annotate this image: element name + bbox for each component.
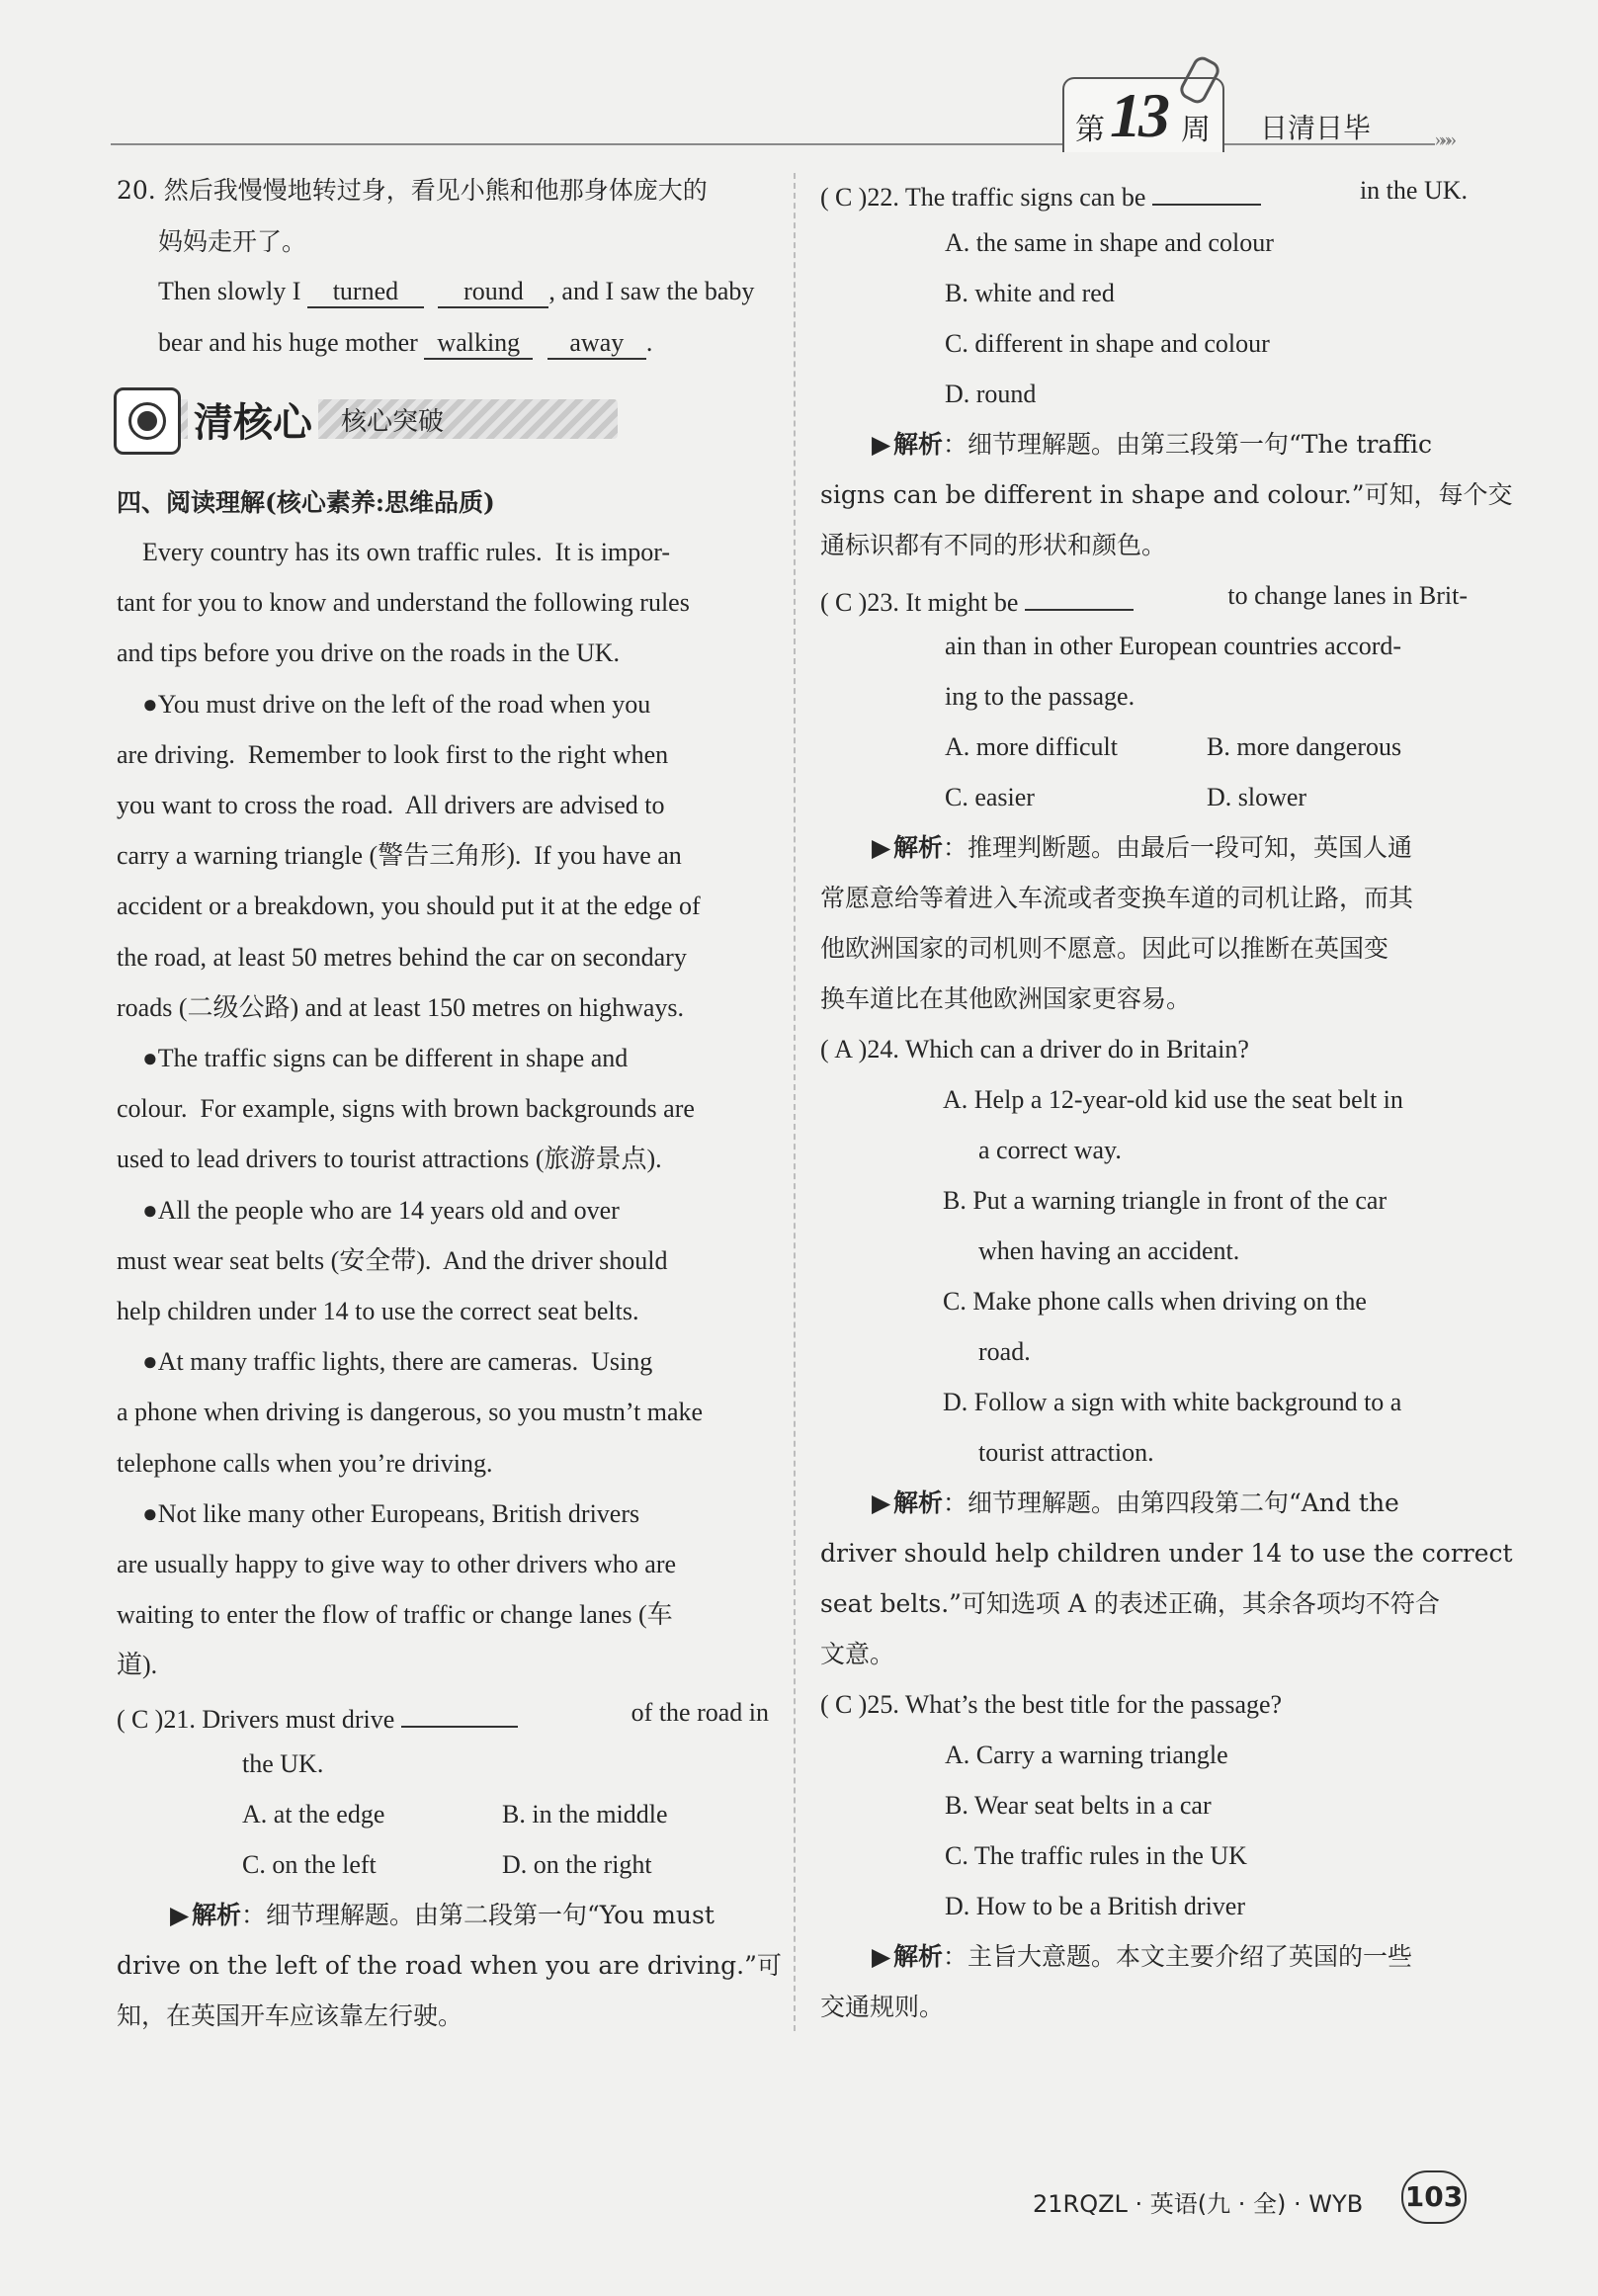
q23-blank (1025, 579, 1134, 611)
q23-option-c: C. easier (945, 783, 1035, 811)
analysis-text: ：主旨大意题。本文主要介绍了英国的一些 (943, 1942, 1413, 1971)
q22-option-a: A. the same in shape and colour (945, 228, 1274, 257)
q21-stem-pre: Drivers must drive (202, 1705, 395, 1734)
q21-option-a: A. at the edge (242, 1800, 385, 1828)
analysis-text: 知，在英国开车应该靠左行驶。 (117, 2001, 463, 2030)
week-number: 13 (1110, 80, 1167, 150)
passage-line: are usually happy to give way to other drivers who are (117, 1550, 677, 1578)
q22-paren: ( (820, 183, 829, 212)
q23-stem-line3: ing to the passage. (945, 682, 1135, 711)
analysis-text: driver should help children under 14 to use the correct (820, 1539, 1513, 1568)
footer-code: 21RQZL · 英语(九 · 全) · WYB (1033, 2190, 1364, 2218)
passage-line: a phone when driving is dangerous, so you mustn’t make (117, 1398, 704, 1426)
q23-stem-line2: ain than in other European countries accord- (945, 632, 1402, 660)
analysis-text: ：细节理解题。由第三段第一句“The traffic (943, 430, 1432, 459)
q21-option-d: D. on the right (502, 1850, 652, 1879)
analysis-arrow-icon: ▶ (872, 833, 891, 862)
q24-number: )24. (858, 1035, 899, 1063)
q24-option-c-cont: road. (978, 1337, 1031, 1366)
banner-subtitle: 核心突破 (341, 407, 445, 437)
analysis-label: 解析 (893, 1942, 944, 1971)
analysis-arrow-icon: ▶ (170, 1901, 190, 1929)
arrows-icon: »»» (1435, 128, 1453, 150)
passage-line: must wear seat belts (安全带). And the driver should (117, 1246, 668, 1275)
passage-line: ●All the people who are 14 years old and over (117, 1196, 620, 1225)
q20-blank-1: turned (307, 277, 424, 308)
banner-title: 清核心 (188, 391, 318, 448)
q25-stem-text: What’s the best title for the passage? (904, 1690, 1283, 1719)
q20-cn-line1: 20. 然后我慢慢地转过身，看见小熊和他那身体庞大的 (117, 176, 708, 205)
passage-line: waiting to enter the flow of traffic or change lanes (车 (117, 1600, 673, 1629)
analysis-label: 解析 (893, 430, 944, 459)
q24-paren: ( (820, 1035, 829, 1063)
q22-option-c: C. different in shape and colour (945, 329, 1270, 358)
q24-stem (820, 1033, 1249, 1066)
q20-en-line1 (158, 275, 754, 308)
q20-blank-2: round (438, 277, 548, 308)
q20-text: bear and his huge mother (158, 328, 418, 357)
passage-line: carry a warning triangle (警告三角形). If you have an (117, 841, 682, 870)
analysis-text: seat belts.”可知选项 A 的表述正确，其余各项均不符合 (820, 1589, 1440, 1618)
passage-line: roads (二级公路) and at least 150 metres on highways. (117, 993, 685, 1022)
analysis-arrow-icon: ▶ (872, 1488, 891, 1517)
q23-option-b: B. more dangerous (1207, 732, 1402, 761)
passage-line: ●You must drive on the left of the road when you (117, 690, 651, 719)
q22-option-d: D. round (945, 380, 1037, 408)
q23-answer: C (835, 588, 853, 617)
q20-text: , and I saw the baby (548, 277, 755, 305)
q23-stem-post: to change lanes in Brit- (1227, 581, 1468, 610)
q21-answer: C (131, 1705, 149, 1734)
q24-option-d: D. Follow a sign with white background to a (943, 1388, 1402, 1416)
q22-analysis (872, 428, 1432, 462)
analysis-label: 解析 (192, 1901, 242, 1929)
analysis-text: signs can be different in shape and colour.”可知，每个交 (820, 480, 1513, 509)
q23-paren: ( (820, 588, 829, 617)
passage-line: tant for you to know and understand the following rules (117, 588, 690, 617)
passage-line: and tips before you drive on the roads in the UK. (117, 638, 621, 667)
q22-stem (820, 174, 1468, 214)
analysis-arrow-icon: ▶ (872, 430, 891, 459)
q20-text: . (645, 328, 653, 357)
q25-option-c: C. The traffic rules in the UK (945, 1841, 1247, 1870)
passage-line: ●At many traffic lights, there are cameras. Using (117, 1347, 653, 1376)
q22-stem-pre: The traffic signs can be (904, 183, 1146, 212)
analysis-text: 他欧洲国家的司机则不愿意。因此可以推断在英国变 (820, 934, 1389, 963)
q22-answer: C (835, 183, 853, 212)
week-prefix: 第 (1075, 113, 1105, 147)
q23-stem (820, 579, 1468, 620)
q25-stem (820, 1688, 1282, 1722)
q23-analysis (872, 831, 1412, 865)
q21-analysis (170, 1899, 715, 1932)
analysis-label: 解析 (893, 1488, 944, 1517)
q24-option-d-cont: tourist attraction. (978, 1438, 1154, 1467)
q23-number: )23. (858, 588, 899, 617)
passage-line: 道). (117, 1651, 158, 1679)
analysis-text: 换车道比在其他欧洲国家更容易。 (820, 984, 1192, 1013)
week-suffix: 周 (1181, 113, 1211, 147)
analysis-text: ：细节理解题。由第四段第二句“And the (943, 1488, 1399, 1517)
q21-stem (117, 1696, 769, 1737)
passage-line: are driving. Remember to look first to the right when (117, 740, 669, 769)
q24-option-b-cont: when having an accident. (978, 1236, 1240, 1265)
q24-option-a: A. Help a 12-year-old kid use the seat belt in (943, 1085, 1403, 1114)
analysis-arrow-icon: ▶ (872, 1942, 891, 1971)
q21-option-b: B. in the middle (502, 1800, 668, 1828)
q21-stem-line2: the UK. (242, 1749, 324, 1778)
passage-line: telephone calls when you’re driving. (117, 1449, 493, 1478)
analysis-label: 解析 (893, 833, 944, 862)
analysis-text: ：推理判断题。由最后一段可知，英国人通 (943, 833, 1413, 862)
q21-stem-post: of the road in (631, 1698, 769, 1727)
q21-blank (401, 1696, 518, 1728)
q23-stem-pre: It might be (905, 588, 1019, 617)
passage-line: used to lead drivers to tourist attractions (旅游景点). (117, 1145, 662, 1173)
q25-paren: ( (820, 1690, 829, 1719)
target-icon (114, 387, 181, 455)
q25-option-d: D. How to be a British driver (945, 1892, 1246, 1920)
passage-line: you want to cross the road. All drivers are advised to (117, 791, 665, 819)
q25-analysis (872, 1940, 1412, 1974)
analysis-text: 通标识都有不同的形状和颜色。 (820, 531, 1167, 559)
q25-option-b: B. Wear seat belts in a car (945, 1791, 1212, 1820)
passage-line: the road, at least 50 metres behind the car on secondary (117, 943, 687, 972)
q24-option-b: B. Put a warning triangle in front of the car (943, 1186, 1388, 1215)
q24-answer: A (834, 1035, 854, 1063)
analysis-text: 交通规则。 (820, 1993, 945, 2021)
q24-analysis (872, 1487, 1399, 1520)
q24-stem-text: Which can a driver do in Britain? (904, 1035, 1249, 1063)
q20-blank-4: away (547, 328, 646, 360)
analysis-text: ：细节理解题。由第二段第一句“You must (241, 1901, 715, 1929)
passage-line: Every country has its own traffic rules. It is impor- (117, 538, 671, 566)
q20-cn-line2: 妈妈走开了。 (158, 227, 307, 256)
analysis-text: 常愿意给等着进入车流或者变换车道的司机让路，而其 (820, 884, 1414, 912)
passage-line: ●The traffic signs can be different in shape and (117, 1044, 629, 1072)
q25-option-a: A. Carry a warning triangle (945, 1741, 1228, 1769)
q22-blank (1152, 174, 1261, 206)
q20-text: Then slowly I (158, 277, 301, 305)
section-banner (114, 387, 637, 453)
q23-option-a: A. more difficult (945, 732, 1118, 761)
q21-number: )21. (154, 1705, 196, 1734)
section-heading: 四、阅读理解(核心素养:思维品质) (117, 488, 495, 517)
header-rule (111, 143, 1435, 145)
passage-line: accident or a breakdown, you should put it at the edge of (117, 892, 701, 920)
q24-option-c: C. Make phone calls when driving on the (943, 1287, 1367, 1316)
page-number: 103 (1401, 2170, 1467, 2224)
q20-en-line2 (158, 326, 652, 360)
q25-number: )25. (858, 1690, 899, 1719)
q25-answer: C (835, 1690, 853, 1719)
passage-line: ●Not like many other Europeans, British drivers (117, 1499, 640, 1528)
analysis-text: drive on the left of the road when you are driving.”可 (117, 1951, 782, 1980)
q21-option-c: C. on the left (242, 1850, 377, 1879)
column-divider (794, 173, 796, 2031)
q22-number: )22. (858, 183, 899, 212)
analysis-text: 文意。 (820, 1640, 895, 1668)
q20-blank-3: walking (424, 328, 533, 360)
q21-paren: ( (117, 1705, 126, 1734)
passage-line: help children under 14 to use the correct seat belts. (117, 1297, 639, 1325)
q23-option-d: D. slower (1207, 783, 1307, 811)
q24-option-a-cont: a correct way. (978, 1136, 1122, 1164)
q22-option-b: B. white and red (945, 279, 1115, 307)
passage-line: colour. For example, signs with brown backgrounds are (117, 1094, 695, 1123)
q22-stem-post: in the UK. (1359, 176, 1468, 205)
header-slogan: 日清日毕 (1260, 112, 1372, 144)
